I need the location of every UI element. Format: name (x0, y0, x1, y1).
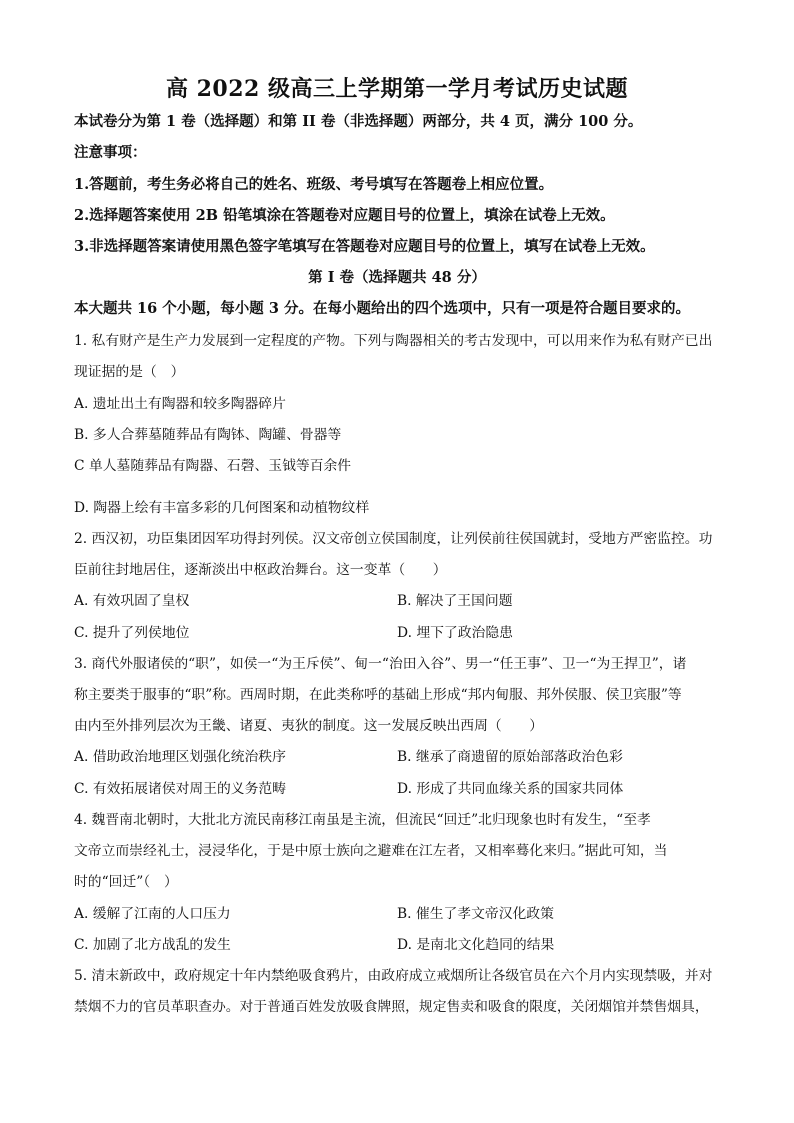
notice-item: 3.非选择题答案请使用黑色签字笔填写在答题卷对应题目号的位置上，填写在试卷上无效。 (74, 238, 655, 255)
section-instruction: 本大题共 16 个小题，每小题 3 分。在每小题给出的四个选项中，只有一项是符合题目要求的。 (74, 300, 690, 317)
option-d: D. 是南北文化趋同的结果 (397, 937, 555, 953)
notice-item: 1.答题前，考生务必将自己的姓名、班级、考号填写在答题卷上相应位置。 (74, 176, 554, 193)
option-a: A. 借助政治地理区划强化统治秩序 (74, 749, 286, 765)
question-text: 臣前往封地居住，逐渐淡出中枢政治舞台。这一变革（ ） (74, 562, 447, 578)
option-b: B. 解决了王国问题 (397, 593, 513, 609)
exam-intro: 本试卷分为第 1 卷（选择题）和第 II 卷（非选择题）两部分，共 4 页，满分 100 分。 (74, 113, 643, 130)
question-text: 由内至外排列层次为王畿、诸夏、夷狄的制度。这一发展反映出西周（ ） (74, 718, 544, 734)
option-c: C. 加剧了北方战乱的发生 (74, 937, 231, 953)
question-text: 文帝立而崇经礼士，浸浸华化，于是中原士族向之避难在江左者，又相率蓦化来归。”据此可知，当 (74, 843, 668, 859)
section-title: 第 I 卷（选择题共 48 分） (308, 269, 486, 286)
question-text: 1. 私有财产是生产力发展到一定程度的产物。下列与陶器相关的考古发现中，可以用来作为私有财产已出 (74, 333, 713, 349)
exam-title: 高 2022 级高三上学期第一学月考试历史试题 (165, 76, 629, 102)
option-a: A. 缓解了江南的人口压力 (74, 906, 231, 922)
option-c: C 单人墓随葬品有陶器、石磬、玉钺等百余件 (74, 458, 352, 474)
option-c: C. 有效拓展诸侯对周王的义务范畴 (74, 781, 286, 797)
option-b: B. 催生了孝文帝汉化政策 (397, 906, 554, 922)
option-b: B. 多人合葬墓随葬品有陶钵、陶罐、骨器等 (74, 427, 342, 443)
option-a: A. 有效巩固了皇权 (74, 593, 190, 609)
question-text: 时的“回迁”（ ） (74, 874, 178, 890)
option-c: C. 提升了列侯地位 (74, 625, 190, 641)
question-text: 禁烟不力的官员革职查办。对于普通百姓发放吸食牌照，规定售卖和吸食的限度，关闭烟馆并禁售烟具， (74, 999, 709, 1015)
notice-item: 2.选择题答案使用 2B 铅笔填涂在答题卷对应题目号的位置上，填涂在试卷上无效。 (74, 207, 615, 224)
option-d: D. 埋下了政治隐患 (397, 625, 513, 641)
notice-heading: 注意事项： (74, 144, 147, 161)
option-b: B. 继承了商遗留的原始部落政治色彩 (397, 749, 623, 765)
option-d: D. 形成了共同血缘关系的国家共同体 (397, 781, 624, 797)
option-d: D. 陶器上绘有丰富多彩的几何图案和动植物纹样 (74, 500, 370, 516)
option-a: A. 遗址出土有陶器和较多陶器碎片 (74, 396, 286, 412)
question-text: 5. 清末新政中，政府规定十年内禁绝吸食鸦片，由政府成立戒烟所让各级官员在六个月内实现禁吸，并对 (74, 968, 713, 984)
question-text: 4. 魏晋南北朝时，大批北方流民南移江南虽是主流，但流民“回迁”北归现象也时有发生，“至孝 (74, 812, 651, 828)
question-text: 3. 商代外服诸侯的“职”，如侯一“为王斥侯”、甸一“治田入谷”、男一“任王事”、卫一“为王捍卫”，诸 (74, 656, 687, 672)
question-text: 现证据的是（ ） (74, 364, 185, 380)
question-text: 称主要类于服事的“职”称。西周时期，在此类称呼的基础上形成“邦内甸服、邦外侯服、侯卫宾服”等 (74, 687, 682, 703)
question-text: 2. 西汉初，功臣集团因军功得封列侯。汉文帝创立侯国制度，让列侯前往侯国就封，受地方严密监控。功 (74, 531, 713, 547)
